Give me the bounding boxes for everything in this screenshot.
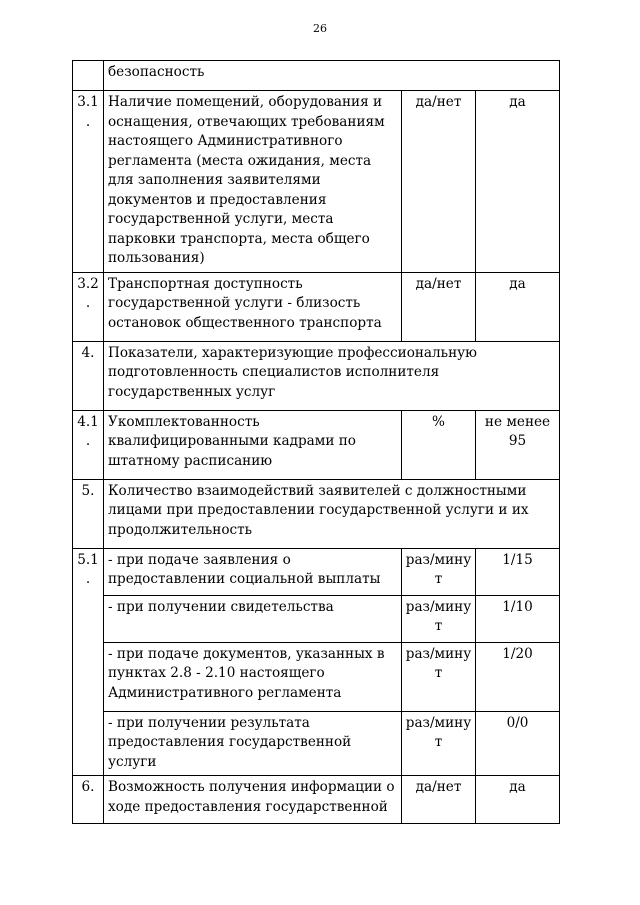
table-row <box>73 642 560 711</box>
row-value: да <box>476 776 560 824</box>
table-row <box>73 776 560 824</box>
row-number: 3.1 . <box>73 91 104 273</box>
table-row <box>73 91 560 273</box>
row-text: безопасность <box>104 61 560 91</box>
row-unit: раз/мину т <box>402 548 476 595</box>
row-value: не менее 95 <box>476 410 560 479</box>
row-value: 1/20 <box>476 642 560 711</box>
row-value: да <box>476 91 560 273</box>
table-row <box>73 595 560 642</box>
row-value: 1/10 <box>476 595 560 642</box>
row-text: - при получении свидетельства <box>104 595 402 642</box>
row-unit: да/нет <box>402 91 476 273</box>
row-unit: % <box>402 410 476 479</box>
row-number: 6. <box>73 776 104 824</box>
indicators-table <box>72 60 560 824</box>
row-text: Показатели, характеризующие профессиональную подготовленность специалистов исполнителя государственных услуг <box>104 341 560 410</box>
row-value: да <box>476 272 560 341</box>
row-text: Укомплектованность квалифицированными кадрами по штатному расписанию <box>104 410 402 479</box>
row-number: 5. <box>73 479 104 548</box>
row-text: - при подаче заявления о предоставлении социальной выплаты <box>104 548 402 595</box>
table-row <box>73 272 560 341</box>
page-number: 26 <box>313 22 327 35</box>
table-row <box>73 61 560 91</box>
row-value: 0/0 <box>476 711 560 776</box>
table-row <box>73 341 560 410</box>
row-text: Транспортная доступность государственной услуги - близость остановок общественного транспорта <box>104 272 402 341</box>
row-number: 5.1 . <box>73 548 104 776</box>
row-unit: да/нет <box>402 272 476 341</box>
table-row <box>73 711 560 776</box>
row-unit: раз/мину т <box>402 595 476 642</box>
table-row <box>73 548 560 595</box>
row-unit: раз/мину т <box>402 711 476 776</box>
row-unit: раз/мину т <box>402 642 476 711</box>
row-number <box>73 61 104 91</box>
row-unit: да/нет <box>402 776 476 824</box>
row-text: Возможность получения информации о ходе предоставления государственной <box>104 776 402 824</box>
row-value: 1/15 <box>476 548 560 595</box>
row-text: Количество взаимодействий заявителей с должностными лицами при предоставлении государственной услуги и их продолжительность <box>104 479 560 548</box>
row-text: - при получении результата предоставления государственной услуги <box>104 711 402 776</box>
row-text: - при подаче документов, указанных в пунктах 2.8 - 2.10 настоящего Административного регламента <box>104 642 402 711</box>
table-row <box>73 479 560 548</box>
table-row <box>73 410 560 479</box>
row-text: Наличие помещений, оборудования и оснащения, отвечающих требованиям настоящего Административного регламента (места ожидания, места для заполнения заявителями документов и предоставления государственной услуги, места парковки транспорта, места общего пользования) <box>104 91 402 273</box>
row-number: 4.1 . <box>73 410 104 479</box>
row-number: 3.2 . <box>73 272 104 341</box>
row-number: 4. <box>73 341 104 410</box>
